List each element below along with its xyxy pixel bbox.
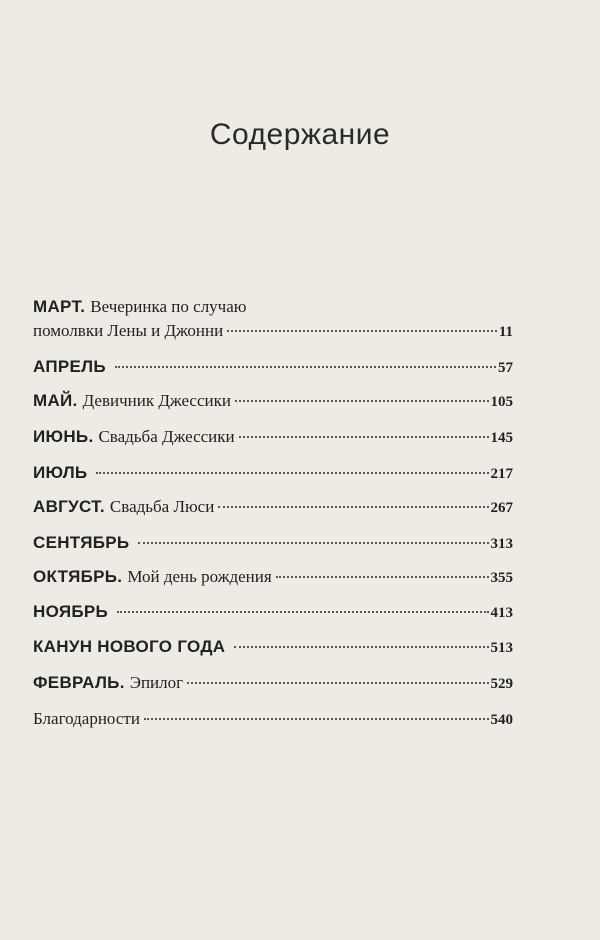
toc-entry-subtitle: Свадьба Джессики — [98, 427, 235, 446]
toc-entry — [33, 566, 513, 589]
toc-entry-subtitle: Эпилог — [129, 673, 184, 692]
toc-page-number: 355 — [490, 570, 513, 586]
toc-entry-head: ИЮЛЬ — [33, 463, 88, 482]
toc-entry-head: ФЕВРАЛЬ. — [33, 673, 125, 692]
toc-entry-mart-line1 — [33, 296, 246, 318]
dot-leader — [144, 718, 489, 720]
toc-entry-head: АПРЕЛЬ — [33, 357, 106, 376]
toc-entry-subtitle: Девичник Джессики — [82, 391, 231, 410]
toc-entry-subtitle: помолвки Лены и Джонни — [33, 321, 224, 340]
toc-page-number: 513 — [490, 640, 513, 656]
toc-entry-head: АВГУСТ. — [33, 497, 105, 516]
toc-page-number: 57 — [498, 360, 513, 376]
toc-entry — [33, 496, 513, 519]
toc-entry-head: СЕНТЯБРЬ — [33, 533, 130, 552]
dot-leader — [234, 646, 488, 648]
toc-entry-head: МАРТ. — [33, 297, 86, 316]
toc-entry — [33, 426, 513, 449]
toc-entry-head: ИЮНЬ. — [33, 427, 94, 446]
toc-entry-subtitle: Мой день рождения — [127, 567, 272, 586]
toc-entry — [33, 636, 513, 659]
toc-entry — [33, 462, 513, 485]
toc-page-number: 313 — [490, 536, 513, 552]
toc-entry-head: МАЙ. — [33, 391, 78, 410]
toc-page-number: 267 — [490, 500, 513, 516]
toc-page-number: 105 — [490, 394, 513, 410]
toc-page-number: 11 — [498, 324, 513, 340]
toc-entry — [33, 356, 513, 379]
toc-entry-head: КАНУН НОВОГО ГОДА — [33, 637, 226, 656]
toc-entry — [33, 708, 513, 731]
toc-entry-head: НОЯБРЬ — [33, 602, 109, 621]
dot-leader — [218, 506, 488, 508]
toc-page-number: 217 — [490, 466, 513, 482]
toc-entry — [33, 601, 513, 624]
dot-leader — [115, 366, 496, 368]
toc-entry-subtitle: Благодарности — [33, 709, 140, 728]
page-title: Содержание — [209, 118, 391, 151]
toc-page-number: 413 — [490, 605, 513, 621]
dot-leader — [138, 542, 488, 544]
dot-leader — [276, 576, 489, 578]
dot-leader — [227, 330, 497, 332]
toc-entry-subtitle: Вечеринка по случаю — [90, 297, 247, 316]
toc-entry-subtitle: Свадьба Люси — [109, 497, 215, 516]
toc-entry-head: ОКТЯБРЬ. — [33, 567, 123, 586]
toc-entry — [33, 532, 513, 555]
toc-entry-mart-line2 — [33, 320, 513, 343]
dot-leader — [117, 611, 488, 613]
toc-page-number: 540 — [490, 712, 513, 728]
toc-entry — [33, 390, 513, 413]
dot-leader — [96, 472, 488, 474]
dot-leader — [239, 436, 489, 438]
dot-leader — [187, 682, 488, 684]
toc-entry — [33, 672, 513, 695]
dot-leader — [235, 400, 489, 402]
toc-page-number: 145 — [490, 430, 513, 446]
toc-page-number: 529 — [490, 676, 513, 692]
